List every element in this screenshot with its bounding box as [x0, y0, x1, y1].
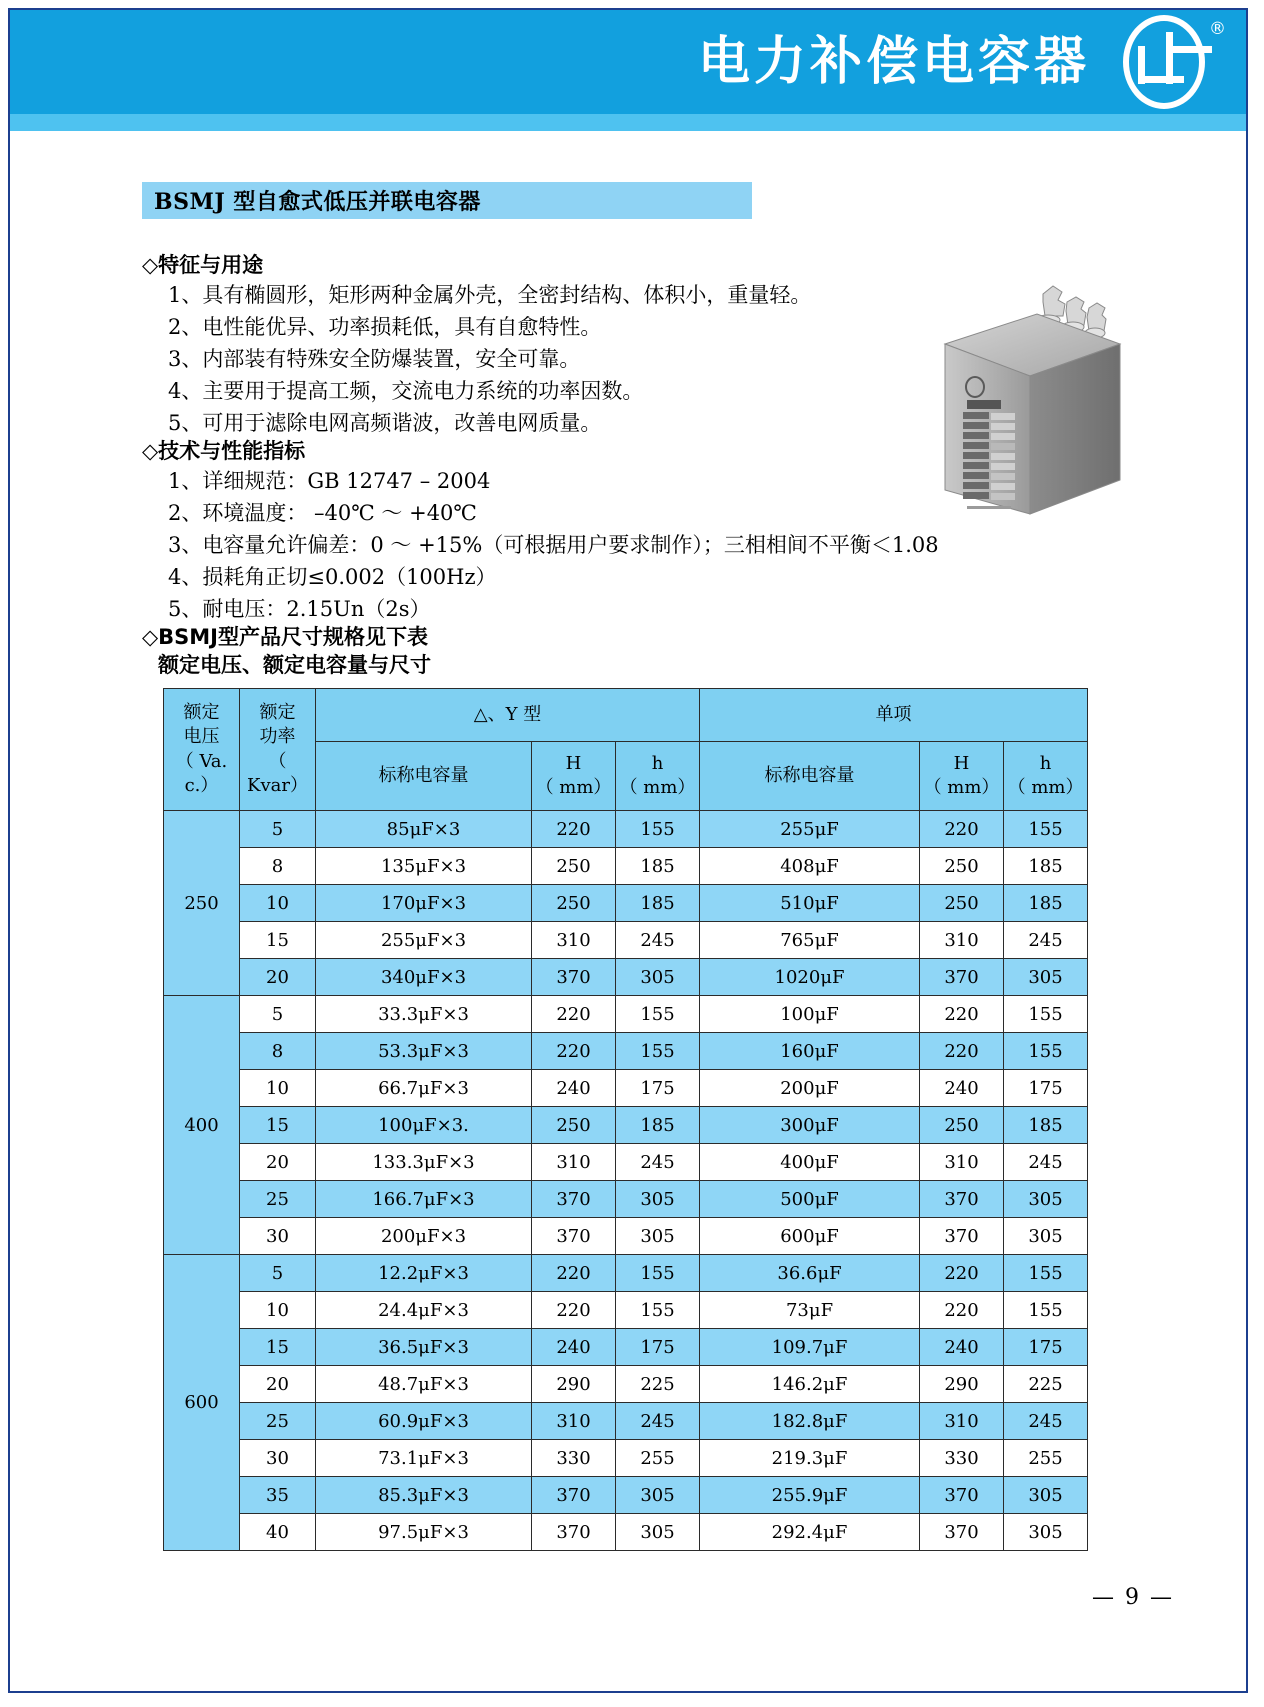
- header-banner: [10, 10, 1246, 114]
- cell-nominal-capacitance-3phase: 53.3μF×3: [316, 1033, 532, 1070]
- col-header-cap-3phase: 标称电容量: [316, 742, 532, 811]
- cell-nominal-capacitance-3phase: 85μF×3: [316, 811, 532, 848]
- cell-nominal-capacitance-3phase: 36.5μF×3: [316, 1329, 532, 1366]
- cell-h-3phase: 245: [616, 922, 700, 959]
- cell-h-1phase: 175: [1004, 1329, 1088, 1366]
- cell-H-1phase: 370: [920, 959, 1004, 996]
- col-header-H-1phase-l2: （ mm）: [923, 777, 1000, 798]
- col-header-voltage-l2: 电压: [183, 726, 220, 748]
- cell-rated-power: 15: [240, 1107, 316, 1144]
- cell-h-1phase: 305: [1004, 1218, 1088, 1255]
- cell-H-1phase: 310: [920, 1144, 1004, 1181]
- cell-nominal-capacitance-1phase: 219.3μF: [700, 1440, 920, 1477]
- table-row: [164, 1107, 1088, 1144]
- cell-nominal-capacitance-1phase: 255.9μF: [700, 1477, 920, 1514]
- cell-rated-voltage: 250: [164, 811, 240, 996]
- cell-H-1phase: 220: [920, 1255, 1004, 1292]
- cell-h-1phase: 155: [1004, 1033, 1088, 1070]
- cell-nominal-capacitance-1phase: 408μF: [700, 848, 920, 885]
- cell-nominal-capacitance-1phase: 510μF: [700, 885, 920, 922]
- cell-H-1phase: 250: [920, 848, 1004, 885]
- col-header-h-1phase-l2: （ mm）: [1007, 777, 1084, 798]
- col-header-h-1phase-l1: h: [1039, 752, 1052, 774]
- cell-rated-power: 5: [240, 996, 316, 1033]
- specs-item-5: 5、耐电压：2.15Un（2s）: [168, 596, 431, 621]
- col-header-H-3phase-l1: H: [565, 752, 582, 774]
- cell-H-1phase: 220: [920, 811, 1004, 848]
- cell-h-3phase: 155: [616, 811, 700, 848]
- svg-text:®: ®: [1209, 19, 1226, 39]
- cell-rated-power: 20: [240, 1144, 316, 1181]
- col-header-power-l3: （ Kvar）: [247, 750, 308, 796]
- cell-h-1phase: 245: [1004, 1403, 1088, 1440]
- cell-H-1phase: 250: [920, 1107, 1004, 1144]
- col-header-voltage-l1: 额定: [183, 701, 220, 723]
- cell-H-1phase: 220: [920, 1292, 1004, 1329]
- col-header-power: [240, 689, 316, 811]
- cell-H-3phase: 250: [532, 885, 616, 922]
- cell-h-1phase: 305: [1004, 1477, 1088, 1514]
- cell-rated-power: 5: [240, 811, 316, 848]
- cell-h-3phase: 185: [616, 1107, 700, 1144]
- table-row: [164, 1218, 1088, 1255]
- cell-H-1phase: 240: [920, 1329, 1004, 1366]
- specs-item-3: 3、电容量允许偏差：0 ～ +15%（可根据用户要求制作）；三相相间不平衡＜1.08: [168, 533, 939, 558]
- cell-h-1phase: 245: [1004, 1144, 1088, 1181]
- table-row: [164, 1403, 1088, 1440]
- cell-H-1phase: 310: [920, 1403, 1004, 1440]
- table-row: [164, 885, 1088, 922]
- col-header-h-3phase-l2: （ mm）: [619, 777, 696, 798]
- cell-nominal-capacitance-1phase: 36.6μF: [700, 1255, 920, 1292]
- cell-nominal-capacitance-1phase: 500μF: [700, 1181, 920, 1218]
- header-accent-bar: [10, 114, 1246, 131]
- cell-nominal-capacitance-3phase: 255μF×3: [316, 922, 532, 959]
- cell-h-3phase: 175: [616, 1329, 700, 1366]
- cell-nominal-capacitance-1phase: 765μF: [700, 922, 920, 959]
- col-header-voltage-l3: （ Va. c.）: [175, 750, 228, 796]
- cell-H-3phase: 370: [532, 1514, 616, 1551]
- cell-H-3phase: 250: [532, 1107, 616, 1144]
- cell-nominal-capacitance-1phase: 1020μF: [700, 959, 920, 996]
- table-row: [164, 848, 1088, 885]
- cell-h-3phase: 255: [616, 1440, 700, 1477]
- cell-h-1phase: 305: [1004, 959, 1088, 996]
- section-title-text: BSMJ 型自愈式低压并联电容器: [154, 189, 481, 215]
- features-item-1: 1、具有椭圆形，矩形两种金属外壳，全密封结构、体积小，重量轻。: [168, 283, 812, 308]
- cell-nominal-capacitance-3phase: 73.1μF×3: [316, 1440, 532, 1477]
- cell-nominal-capacitance-3phase: 24.4μF×3: [316, 1292, 532, 1329]
- cell-nominal-capacitance-3phase: 12.2μF×3: [316, 1255, 532, 1292]
- cell-H-1phase: 370: [920, 1477, 1004, 1514]
- cell-rated-power: 8: [240, 848, 316, 885]
- cell-H-3phase: 370: [532, 959, 616, 996]
- cell-H-3phase: 290: [532, 1366, 616, 1403]
- cell-nominal-capacitance-1phase: 200μF: [700, 1070, 920, 1107]
- table-header-group-row: [164, 689, 1088, 742]
- cell-h-1phase: 155: [1004, 996, 1088, 1033]
- cell-H-1phase: 330: [920, 1440, 1004, 1477]
- table-body: [164, 811, 1088, 1551]
- cell-rated-power: 35: [240, 1477, 316, 1514]
- cell-H-1phase: 290: [920, 1366, 1004, 1403]
- cell-nominal-capacitance-3phase: 340μF×3: [316, 959, 532, 996]
- table-row: [164, 1292, 1088, 1329]
- hf-oval-logo-icon: [1108, 14, 1228, 110]
- col-header-h-3phase-l1: h: [651, 752, 664, 774]
- specs-heading: ◇技术与性能指标: [142, 439, 306, 463]
- cell-nominal-capacitance-3phase: 33.3μF×3: [316, 996, 532, 1033]
- cell-h-3phase: 305: [616, 959, 700, 996]
- cell-h-3phase: 225: [616, 1366, 700, 1403]
- cell-nominal-capacitance-1phase: 300μF: [700, 1107, 920, 1144]
- col-header-H-3phase: [532, 742, 616, 811]
- col-header-cap-1phase: 标称电容量: [700, 742, 920, 811]
- cell-H-1phase: 250: [920, 885, 1004, 922]
- cell-H-3phase: 370: [532, 1477, 616, 1514]
- table-intro-heading: ◇BSMJ型产品尺寸规格见下表: [142, 625, 428, 649]
- table-row: [164, 1070, 1088, 1107]
- cell-h-3phase: 155: [616, 1033, 700, 1070]
- cell-rated-power: 40: [240, 1514, 316, 1551]
- cell-H-3phase: 250: [532, 848, 616, 885]
- cell-rated-power: 10: [240, 885, 316, 922]
- cell-nominal-capacitance-3phase: 85.3μF×3: [316, 1477, 532, 1514]
- cell-nominal-capacitance-1phase: 160μF: [700, 1033, 920, 1070]
- cell-h-3phase: 175: [616, 1070, 700, 1107]
- bsmj-capacitor-photo: [915, 252, 1130, 522]
- cell-h-1phase: 225: [1004, 1366, 1088, 1403]
- cell-H-3phase: 240: [532, 1329, 616, 1366]
- cell-rated-power: 8: [240, 1033, 316, 1070]
- col-header-H-3phase-l2: （ mm）: [535, 777, 612, 798]
- page-number: — 9 —: [1092, 1585, 1174, 1610]
- cell-nominal-capacitance-1phase: 400μF: [700, 1144, 920, 1181]
- cell-H-1phase: 310: [920, 922, 1004, 959]
- table-row: [164, 811, 1088, 848]
- cell-h-1phase: 255: [1004, 1440, 1088, 1477]
- cell-H-3phase: 220: [532, 996, 616, 1033]
- col-header-power-l1: 额定: [259, 701, 296, 723]
- cell-rated-voltage: 600: [164, 1255, 240, 1551]
- cell-rated-power: 10: [240, 1292, 316, 1329]
- table-head: [164, 689, 1088, 811]
- cell-H-3phase: 330: [532, 1440, 616, 1477]
- cell-h-1phase: 185: [1004, 1107, 1088, 1144]
- cell-nominal-capacitance-3phase: 133.3μF×3: [316, 1144, 532, 1181]
- cell-rated-power: 5: [240, 1255, 316, 1292]
- cell-H-1phase: 220: [920, 996, 1004, 1033]
- cell-h-1phase: 305: [1004, 1514, 1088, 1551]
- table-row: [164, 1255, 1088, 1292]
- cell-nominal-capacitance-1phase: 182.8μF: [700, 1403, 920, 1440]
- cell-nominal-capacitance-3phase: 60.9μF×3: [316, 1403, 532, 1440]
- cell-h-3phase: 305: [616, 1181, 700, 1218]
- cell-h-1phase: 185: [1004, 885, 1088, 922]
- cell-h-3phase: 155: [616, 1292, 700, 1329]
- cell-h-3phase: 245: [616, 1144, 700, 1181]
- table-row: [164, 1477, 1088, 1514]
- table-subtitle: 额定电压、额定电容量与尺寸: [158, 653, 431, 678]
- cell-H-1phase: 240: [920, 1070, 1004, 1107]
- cell-rated-power: 10: [240, 1070, 316, 1107]
- features-item-4: 4、主要用于提高工频，交流电力系统的功率因数。: [168, 378, 644, 403]
- cell-rated-power: 30: [240, 1440, 316, 1477]
- cell-H-3phase: 220: [532, 1292, 616, 1329]
- table-row: [164, 1329, 1088, 1366]
- cell-rated-power: 20: [240, 1366, 316, 1403]
- group-header-single-phase: 单项: [700, 689, 1088, 742]
- cell-nominal-capacitance-1phase: 600μF: [700, 1218, 920, 1255]
- cell-H-3phase: 310: [532, 922, 616, 959]
- page-title: 电力补偿电容器: [697, 32, 1090, 92]
- cell-rated-power: 20: [240, 959, 316, 996]
- cell-rated-power: 25: [240, 1403, 316, 1440]
- spec-table-container: [163, 688, 1084, 1551]
- cell-H-3phase: 240: [532, 1070, 616, 1107]
- voltage-capacitance-dimension-table: [163, 688, 1088, 1551]
- table-row: [164, 1033, 1088, 1070]
- table-row: [164, 996, 1088, 1033]
- cell-rated-power: 15: [240, 922, 316, 959]
- cell-nominal-capacitance-1phase: 109.7μF: [700, 1329, 920, 1366]
- table-row: [164, 1440, 1088, 1477]
- col-header-H-1phase: [920, 742, 1004, 811]
- cell-nominal-capacitance-3phase: 66.7μF×3: [316, 1070, 532, 1107]
- cell-H-3phase: 370: [532, 1181, 616, 1218]
- cell-h-3phase: 155: [616, 996, 700, 1033]
- cell-h-1phase: 155: [1004, 1292, 1088, 1329]
- cell-rated-voltage: 400: [164, 996, 240, 1255]
- col-header-h-1phase: [1004, 742, 1088, 811]
- cell-H-3phase: 310: [532, 1144, 616, 1181]
- cell-nominal-capacitance-3phase: 200μF×3: [316, 1218, 532, 1255]
- table-intro-section: [142, 624, 942, 680]
- table-row: [164, 922, 1088, 959]
- section-title-chip: [142, 182, 752, 219]
- cell-nominal-capacitance-3phase: 135μF×3: [316, 848, 532, 885]
- features-item-3: 3、内部装有特殊安全防爆装置，安全可靠。: [168, 347, 581, 372]
- cell-H-3phase: 370: [532, 1218, 616, 1255]
- table-row: [164, 1181, 1088, 1218]
- cell-H-1phase: 370: [920, 1181, 1004, 1218]
- cell-h-3phase: 185: [616, 848, 700, 885]
- col-header-H-1phase-l1: H: [953, 752, 970, 774]
- cell-nominal-capacitance-3phase: 170μF×3: [316, 885, 532, 922]
- cell-H-1phase: 370: [920, 1218, 1004, 1255]
- cell-h-3phase: 185: [616, 885, 700, 922]
- cell-h-3phase: 155: [616, 1255, 700, 1292]
- cell-H-1phase: 220: [920, 1033, 1004, 1070]
- cell-H-3phase: 220: [532, 1255, 616, 1292]
- cell-h-1phase: 155: [1004, 811, 1088, 848]
- cell-nominal-capacitance-3phase: 166.7μF×3: [316, 1181, 532, 1218]
- cell-H-3phase: 220: [532, 1033, 616, 1070]
- table-row: [164, 1144, 1088, 1181]
- features-section: [142, 252, 942, 440]
- cell-h-3phase: 245: [616, 1403, 700, 1440]
- specs-item-4: 4、损耗角正切≤0.002（100Hz）: [168, 564, 497, 589]
- cell-nominal-capacitance-3phase: 48.7μF×3: [316, 1366, 532, 1403]
- table-row: [164, 959, 1088, 996]
- features-heading: ◇特征与用途: [142, 253, 264, 277]
- cell-h-3phase: 305: [616, 1514, 700, 1551]
- specs-item-2: 2、环境温度： –40℃ ～ +40℃: [168, 501, 477, 526]
- cell-nominal-capacitance-1phase: 100μF: [700, 996, 920, 1033]
- cell-rated-power: 30: [240, 1218, 316, 1255]
- cell-h-3phase: 305: [616, 1477, 700, 1514]
- cell-H-3phase: 310: [532, 1403, 616, 1440]
- specs-section: [142, 438, 942, 626]
- cell-nominal-capacitance-1phase: 255μF: [700, 811, 920, 848]
- features-item-2: 2、电性能优异、功率损耗低，具有自愈特性。: [168, 315, 602, 340]
- table-row: [164, 1366, 1088, 1403]
- cell-H-3phase: 220: [532, 811, 616, 848]
- cell-H-1phase: 370: [920, 1514, 1004, 1551]
- cell-h-1phase: 175: [1004, 1070, 1088, 1107]
- table-row: [164, 1514, 1088, 1551]
- cell-nominal-capacitance-1phase: 292.4μF: [700, 1514, 920, 1551]
- col-header-voltage: [164, 689, 240, 811]
- cell-nominal-capacitance-3phase: 100μF×3.: [316, 1107, 532, 1144]
- cell-nominal-capacitance-1phase: 146.2μF: [700, 1366, 920, 1403]
- cell-h-3phase: 305: [616, 1218, 700, 1255]
- col-header-power-l2: 功率: [259, 726, 296, 748]
- cell-h-1phase: 185: [1004, 848, 1088, 885]
- cell-rated-power: 25: [240, 1181, 316, 1218]
- cell-nominal-capacitance-1phase: 73μF: [700, 1292, 920, 1329]
- group-header-delta-y: △、Y 型: [316, 689, 700, 742]
- cell-h-1phase: 155: [1004, 1255, 1088, 1292]
- cell-nominal-capacitance-3phase: 97.5μF×3: [316, 1514, 532, 1551]
- cell-rated-power: 15: [240, 1329, 316, 1366]
- specs-item-1: 1、详细规范：GB 12747 – 2004: [168, 469, 491, 494]
- col-header-h-3phase: [616, 742, 700, 811]
- cell-h-1phase: 245: [1004, 922, 1088, 959]
- features-item-5: 5、可用于滤除电网高频谐波，改善电网质量。: [168, 410, 602, 435]
- cell-h-1phase: 305: [1004, 1181, 1088, 1218]
